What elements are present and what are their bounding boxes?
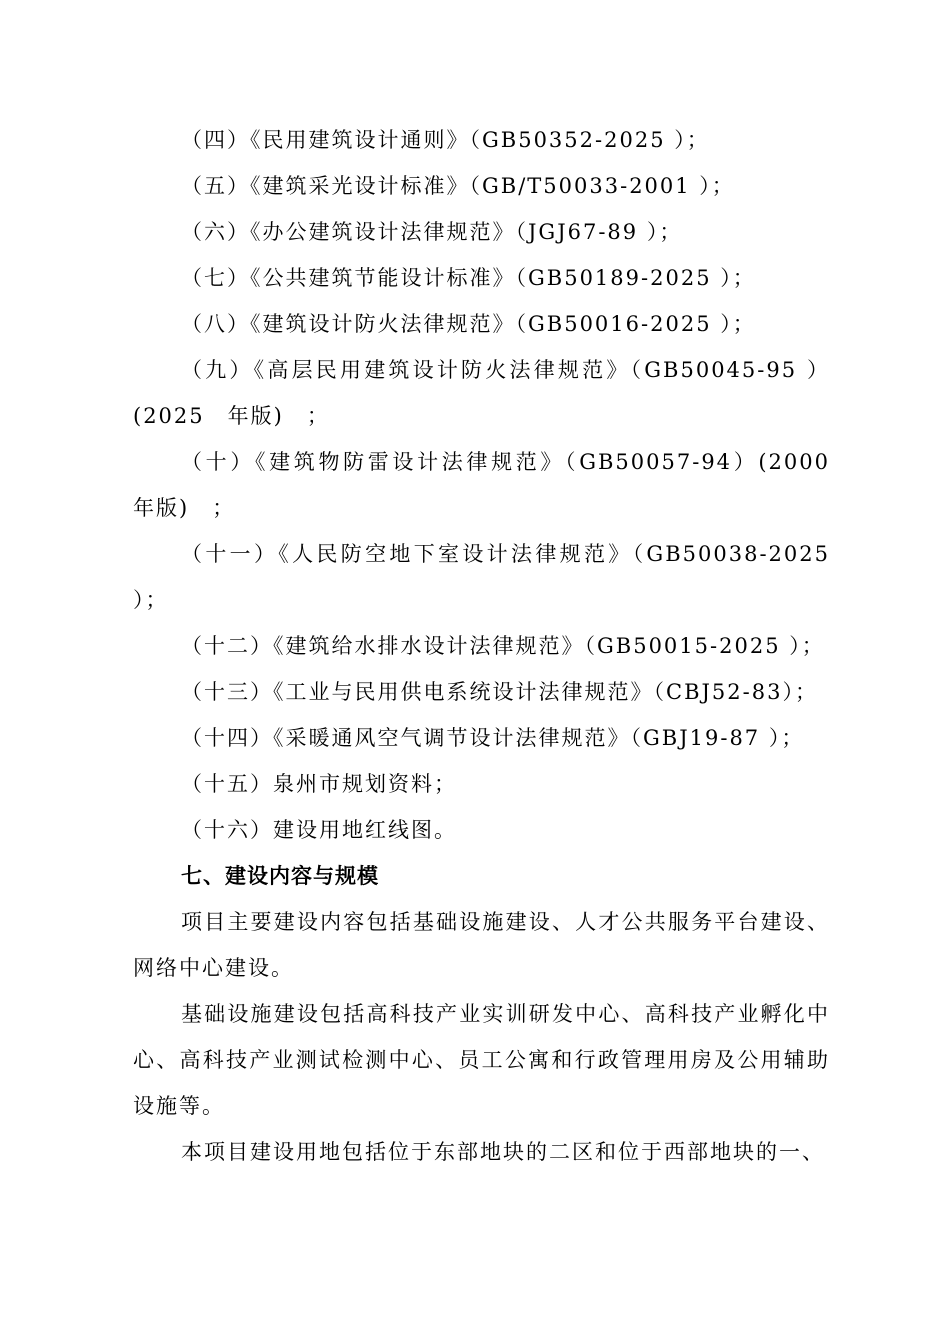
body-paragraph: 项目主要建设内容包括基础设施建设、人才公共服务平台建设、网络中心建设。 <box>133 910 830 980</box>
reference-item-5: （五）《建筑采光设计标准》（GB/T50033-2001 ）； <box>181 174 735 198</box>
reference-item-7: （七）《公共建筑节能设计标准》（GB50189-2025 ）； <box>181 266 756 290</box>
reference-item-13: （十三）《工业与民用供电系统设计法律规范》（CBJ52-83）； <box>181 680 818 704</box>
reference-item-12: （十二）《建筑给水排水设计法律规范》（GB50015-2025 ）； <box>181 634 825 658</box>
reference-item-4: （四）《民用建筑设计通则》（GB50352-2025 ）； <box>181 128 710 152</box>
body-paragraph: 本项目建设用地包括位于东部地块的二区和位于西部地块的一、 <box>181 1140 825 1164</box>
reference-item-15: （十五）泉州市规划资料； <box>181 772 457 796</box>
reference-item-14: （十四）《采暖通风空气调节设计法律规范》（GBJ19-87 ）； <box>181 726 805 750</box>
reference-item-8: （八）《建筑设计防火法律规范》（GB50016-2025 ）； <box>181 312 756 336</box>
reference-item-9: （九）《高层民用建筑设计防火法律规范》（GB50045-95 ）(2025 年版) ； <box>133 358 830 428</box>
reference-item-16: （十六）建设用地红线图。 <box>181 818 457 842</box>
reference-item-10: （十）《建筑物防雷设计法律规范》（GB50057-94）(2000 年版) ； <box>133 450 853 520</box>
body-paragraph: 基础设施建设包括高科技产业实训研发中心、高科技产业孵化中心、高科技产业测试检测中心、员工公寓和行政管理用房及公用辅助设施等。 <box>133 1002 830 1118</box>
reference-item-11: （十一）《人民防空地下室设计法律规范》（GB50038-2025 ）； <box>133 542 830 612</box>
section-heading: 七、建设内容与规模 <box>181 863 379 888</box>
reference-item-6: （六）《办公建筑设计法律规范》（JGJ67-89 ）； <box>181 220 683 244</box>
